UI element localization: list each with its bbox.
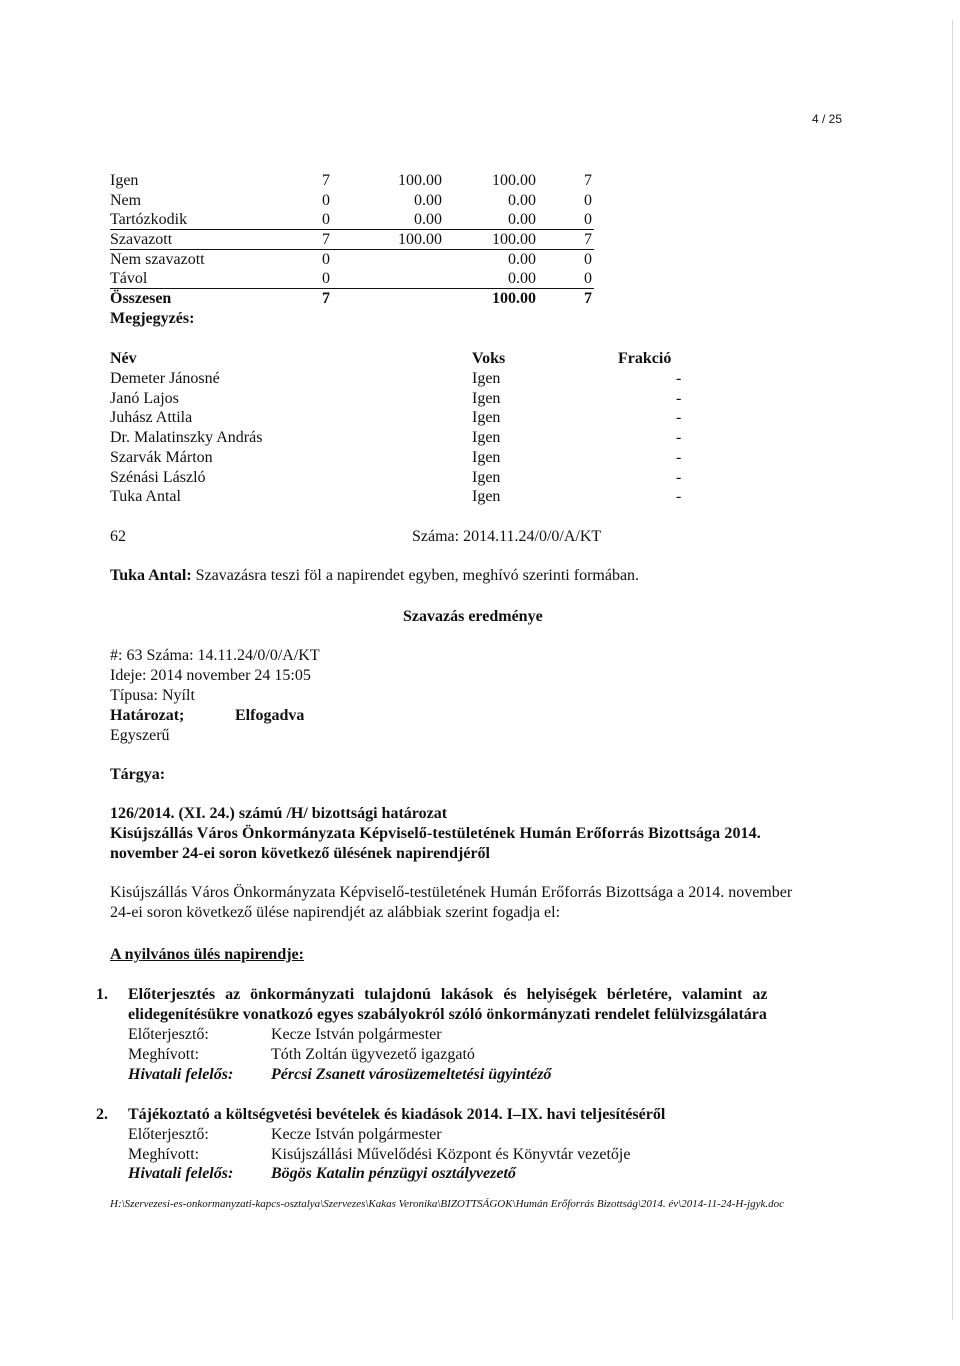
item-szama: Száma: 2014.11.24/0/0/A/KT [412,528,602,545]
summary-percent-a: 100.00 [398,172,442,189]
voter-faction: - [676,370,682,387]
summary-percent-b: 0.00 [508,211,536,228]
summary-label: Szavazott [110,231,173,248]
responsible-label: Hivatali felelős: [128,1066,234,1083]
summary-percent-b: 0.00 [508,270,536,287]
summary-count: 0 [322,251,330,268]
agenda-item-title-line-2: elidegenítésükre vonatkozó egyes szabályokról szóló önkormányzati rendelet felülvizsgálatára [128,1006,767,1023]
summary-percent-a: 0.00 [414,211,442,228]
agenda-heading: A nyilvános ülés napirendje: [110,946,304,963]
voter-name: Dr. Malatinszky András [110,429,263,446]
majority-type: Egyszerű [110,727,170,744]
presenter-row [0,1126,900,1146]
summary-total: 0 [584,211,592,228]
vote-number-line: #: 63 Száma: 14.11.24/0/0/A/KT [110,647,320,664]
speaker-line [110,567,639,585]
invited-row [0,1046,900,1066]
responsible-row [0,1165,900,1185]
header-faction: Frakció [618,350,672,367]
voter-faction: - [676,390,682,407]
voter-row [110,469,710,489]
voter-name: Szénási László [110,469,206,486]
agenda-item-title-line-1: Előterjesztés az önkormányzati tulajdonú lakások és helyiségek bérletére, valamint az [128,986,768,1003]
responsible-value: Pércsi Zsanett városüzemeltetési ügyintéző [271,1066,552,1083]
voter-name: Szarvák Márton [110,449,213,466]
invited-label: Meghívott: [128,1046,200,1063]
summary-total: 0 [584,251,592,268]
summary-total: 7 [584,172,592,189]
voter-vote: Igen [472,429,501,446]
voter-faction: - [676,449,682,466]
summary-percent-b: 100.00 [492,231,536,248]
voter-vote: Igen [472,370,501,387]
presenter-row [0,1026,900,1046]
summary-row-igen [110,172,610,192]
voter-name: Demeter Jánosné [110,370,220,387]
voter-row [110,488,710,508]
summary-label: Távol [110,270,148,287]
presenter-label: Előterjesztő: [128,1126,209,1143]
invited-value: Tóth Zoltán ügyvezető igazgató [271,1046,475,1063]
voter-row [110,390,710,410]
vote-type-line: Típusa: Nyílt [110,687,195,704]
summary-count: 0 [322,270,330,287]
table-divider [110,249,594,250]
invited-value: Kisújszállási Művelődési Központ és Könyvtár vezetője [271,1146,631,1163]
agenda-item-title-line-1: Tájékoztató a költségvetési bevételek és kiadások 2014. I–IX. havi teljesítéséről [128,1106,666,1123]
resolution-subtitle-line-2: november 24-ei soron következő ülésének napirendjéről [110,845,490,862]
summary-label: Összesen [110,290,172,307]
voter-vote: Igen [472,390,501,407]
page-number: 4 / 25 [812,112,843,126]
summary-count: 0 [322,211,330,228]
agenda-item-number: 1. [96,986,108,1003]
body-line-2: 24-ei soron következő ülése napirendjét az alábbiak szerint fogadja el: [110,904,561,921]
summary-count: 7 [322,290,330,307]
footer-file-path: H:\Szervezesi-es-onkormanyzati-kapcs-osztalya\Szervezes\Kakas Veronika\BIZOTTSÁGOK\Humán Erőforrás Bizottság\2014. év\2014-11-24-H-jgyk.doc [110,1198,784,1210]
decision-value: Elfogadva [235,707,305,724]
voter-faction: - [676,469,682,486]
voter-row [110,429,710,449]
invited-label: Meghívott: [128,1146,200,1163]
presenter-label: Előterjesztő: [128,1026,209,1043]
resolution-subtitle-line-1: Kisújszállás Város Önkormányzata Képviselő-testületének Humán Erőforrás Bizottsága 2014. [110,825,761,842]
responsible-row [0,1066,900,1086]
summary-label: Nem [110,192,142,209]
voter-vote: Igen [472,449,501,466]
voter-name: Janó Lajos [110,390,179,407]
scan-edge-line [952,20,953,1320]
vote-date-line: Ideje: 2014 november 24 15:05 [110,667,311,684]
summary-label: Igen [110,172,139,189]
summary-label: Nem szavazott [110,251,205,268]
summary-row-nem-szavazott [110,251,610,271]
invited-row [0,1146,900,1166]
summary-row-tavol [110,270,610,290]
voter-name: Juhász Attila [110,409,193,426]
summary-percent-b: 0.00 [508,251,536,268]
voter-faction: - [676,488,682,505]
remark-label: Megjegyzés: [110,310,195,327]
summary-percent-a: 100.00 [398,231,442,248]
responsible-value: Bögös Katalin pénzügyi osztályvezető [271,1165,516,1182]
summary-total: 0 [584,192,592,209]
voter-vote: Igen [472,469,501,486]
summary-percent-a: 0.00 [414,192,442,209]
speaker-text: Szavazásra teszi föl a napirendet egyben, meghívó szerinti formában. [195,567,640,584]
summary-count: 0 [322,192,330,209]
voter-row [110,370,710,390]
voter-vote: Igen [472,488,501,505]
item-number: 62 [110,528,126,545]
presenter-value: Kecze István polgármester [271,1126,442,1143]
voters-header [110,350,710,370]
summary-row-nem [110,192,610,212]
summary-row-tartozkodik [110,211,610,231]
summary-label: Tartózkodik [110,211,188,228]
summary-count: 7 [322,231,330,248]
speaker-name: Tuka Antal: [110,567,192,584]
table-divider [110,229,594,230]
resolution-title: 126/2014. (XI. 24.) számú /H/ bizottsági határozat [110,805,448,822]
voter-row [110,409,710,429]
summary-percent-b: 100.00 [492,290,536,307]
voter-faction: - [676,429,682,446]
voter-vote: Igen [472,409,501,426]
subject-label: Tárgya: [110,766,166,783]
header-vote: Voks [472,350,506,367]
voter-row [110,449,710,469]
voter-name: Tuka Antal [110,488,181,505]
agenda-item-number: 2. [96,1106,108,1123]
summary-percent-b: 100.00 [492,172,536,189]
presenter-value: Kecze István polgármester [271,1026,442,1043]
decision-label: Határozat; [110,707,185,724]
summary-total: 7 [584,290,592,307]
summary-percent-b: 0.00 [508,192,536,209]
summary-total: 7 [584,231,592,248]
body-line-1: Kisújszállás Város Önkormányzata Képviselő-testületének Humán Erőforrás Bizottsága a 2014. november [110,884,793,901]
result-heading: Szavazás eredménye [403,608,543,625]
voter-faction: - [676,409,682,426]
summary-row-osszesen [110,290,610,310]
responsible-label: Hivatali felelős: [128,1165,234,1182]
summary-count: 7 [322,172,330,189]
summary-row-szavazott [110,231,610,251]
table-divider [110,288,594,289]
summary-total: 0 [584,270,592,287]
header-name: Név [110,350,137,367]
